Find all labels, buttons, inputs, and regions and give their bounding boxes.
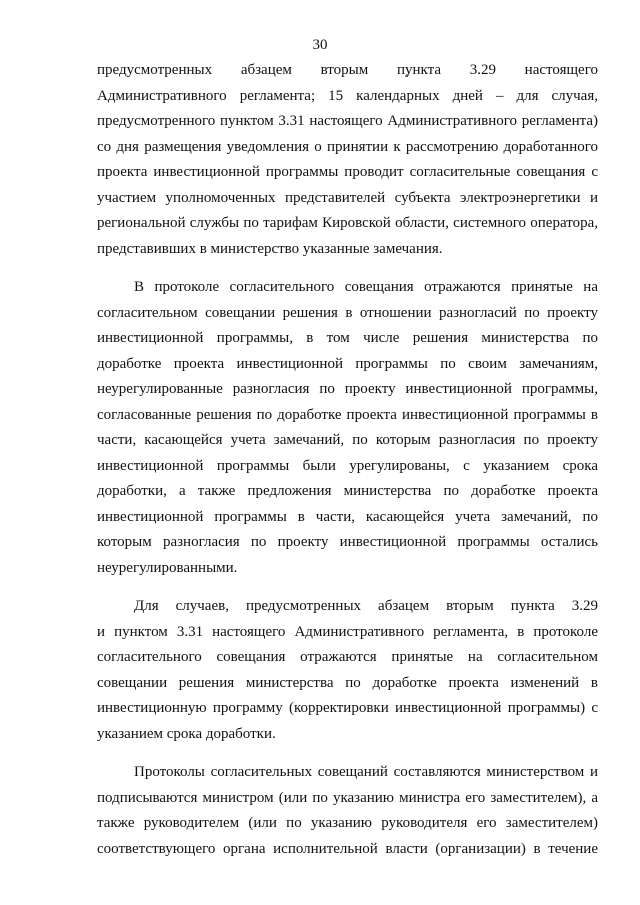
paragraph-4 — [97, 760, 598, 862]
text-line: инвестиционной программы были урегулированы, с указанием срока — [97, 457, 598, 474]
text-line: части, касающейся учета замечаний, по которым разногласия по проекту — [97, 432, 598, 448]
paragraph-3 — [97, 594, 598, 747]
text-line: со дня размещения уведомления о принятии к рассмотрению доработанного — [97, 138, 598, 155]
text-line: указанием срока доработки. — [97, 725, 276, 742]
text-line: согласительном совещании решения в отношении разногласий по проекту — [97, 304, 598, 321]
text-line: и пунктом 3.31 настоящего Административного регламента, в протоколе — [97, 623, 598, 640]
paragraph-2 — [97, 275, 598, 581]
text-line: Протоколы согласительных совещаний составляются министерством и — [134, 764, 598, 780]
paragraph-1 — [97, 58, 598, 262]
text-line: проекта инвестиционной программы проводит согласительные совещания с — [97, 164, 598, 180]
text-line: соответствующего органа исполнительной власти (организации) в течение — [97, 840, 598, 857]
text-line: региональной службы по тарифам Кировской области, системного оператора, — [97, 215, 598, 231]
text-line: предусмотренного пунктом 3.31 настоящего Административного регламента) — [97, 113, 598, 129]
document-body — [97, 58, 598, 862]
text-line: предусмотренных абзацем вторым пункта 3.29 настоящего — [97, 62, 598, 78]
text-line: участием уполномоченных представителей субъекта электроэнергетики и — [97, 189, 598, 206]
page-number: 30 — [312, 37, 328, 53]
text-line: Административного регламента; 15 календарных дней – для случая, — [97, 87, 598, 104]
text-line: согласительного совещания отражаются принятые на согласительном — [97, 649, 598, 665]
text-line: которым разногласия по проекту инвестиционной программы остались — [97, 534, 598, 550]
text-line: доработки, а также предложения министерства по доработке проекта — [97, 483, 598, 499]
text-line: доработке проекта инвестиционной программы по своим замечаниям, — [97, 355, 598, 372]
text-line: представивших в министерство указанные замечания. — [97, 240, 443, 257]
text-line: неурегулированные разногласия по проекту инвестиционной программы, — [97, 381, 598, 397]
text-line: инвестиционной программы в части, касающейся учета замечаний, по — [97, 508, 598, 525]
text-line: совещании решения министерства по доработке проекта изменений в — [97, 674, 598, 691]
text-line: подписываются министром (или по указанию министра его заместителем), а — [97, 789, 598, 806]
text-line: Для случаев, предусмотренных абзацем вторым пункта 3.29 — [134, 598, 598, 614]
text-line: инвестиционную программу (корректировки инвестиционной программы) с — [97, 700, 598, 716]
text-line: инвестиционной программы, в том числе решения министерства по — [97, 330, 598, 346]
text-line: неурегулированными. — [97, 559, 238, 576]
text-line: согласованные решения по доработке проекта инвестиционной программы в — [97, 406, 598, 423]
text-line: В протоколе согласительного совещания отражаются принятые на — [134, 279, 598, 295]
text-line: также руководителем (или по указанию руководителя его заместителем) — [97, 815, 598, 831]
